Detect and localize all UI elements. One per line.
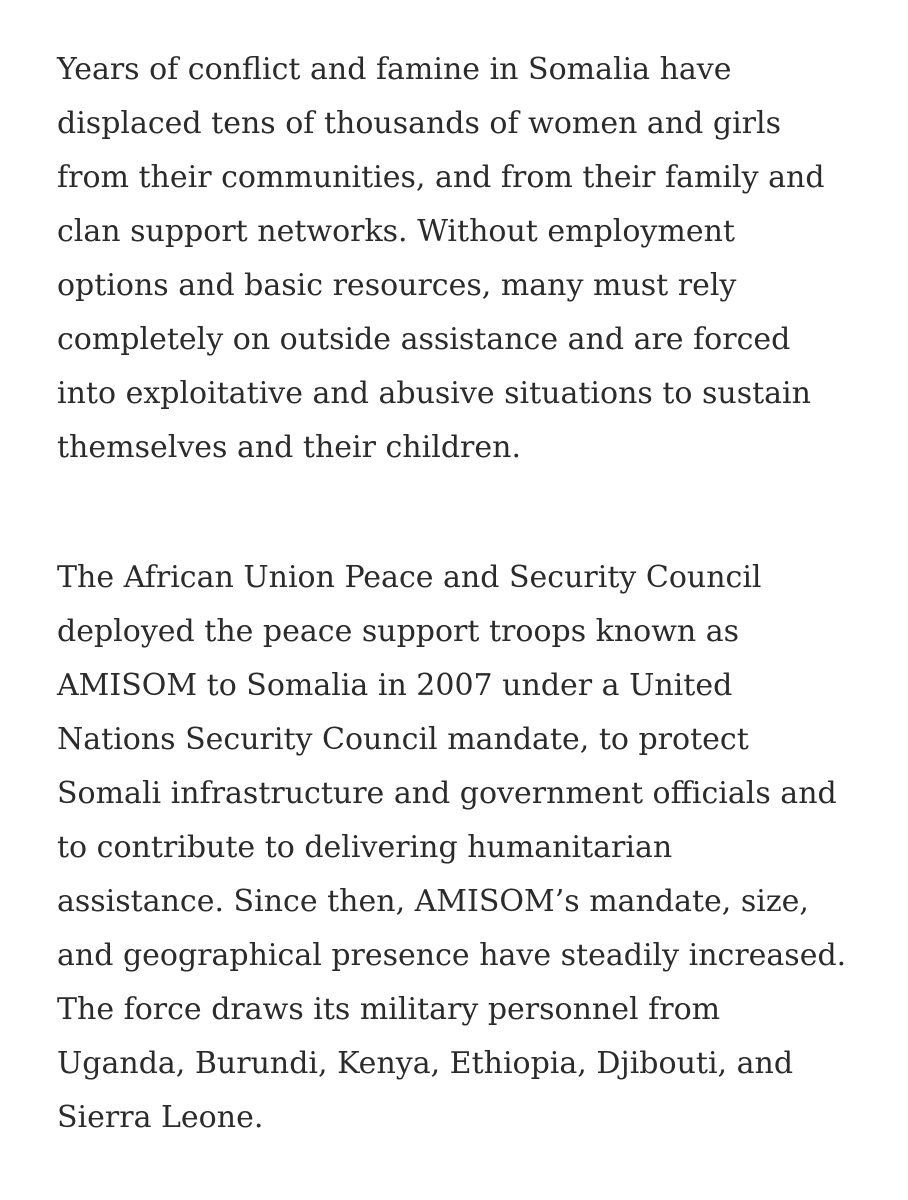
text-line: options and basic resources, many must rely xyxy=(57,268,737,303)
text-line: completely on outside assistance and are forced xyxy=(57,322,791,357)
text-line: displaced tens of thousands of women and girls xyxy=(57,106,782,141)
text-line: Sierra Leone. xyxy=(57,1100,264,1135)
text-line: Somali infrastructure and government officials and xyxy=(57,776,837,811)
text-line: The African Union Peace and Security Council xyxy=(57,560,762,595)
text-line: from their communities, and from their family and xyxy=(57,160,825,195)
text-line: and geographical presence have steadily increased. xyxy=(57,938,847,973)
text-line: deployed the peace support troops known as xyxy=(57,614,740,649)
text-line: to contribute to delivering humanitarian xyxy=(57,830,673,865)
text-line: Years of conflict and famine in Somalia have xyxy=(57,52,732,87)
text-line: Uganda, Burundi, Kenya, Ethiopia, Djibouti, and xyxy=(57,1046,794,1081)
text-line: into exploitative and abusive situations to sustain xyxy=(57,376,811,411)
text-line: Nations Security Council mandate, to protect xyxy=(57,722,749,757)
text-line: assistance. Since then, AMISOM’s mandate, size, xyxy=(57,884,809,919)
text-line: The force draws its military personnel from xyxy=(57,992,721,1027)
text-line: AMISOM to Somalia in 2007 under a United xyxy=(57,668,733,703)
paragraph-amisom xyxy=(57,551,846,1145)
text-line: themselves and their children. xyxy=(57,430,521,465)
text-line: clan support networks. Without employment xyxy=(57,214,735,249)
paragraph-displacement xyxy=(57,43,825,475)
